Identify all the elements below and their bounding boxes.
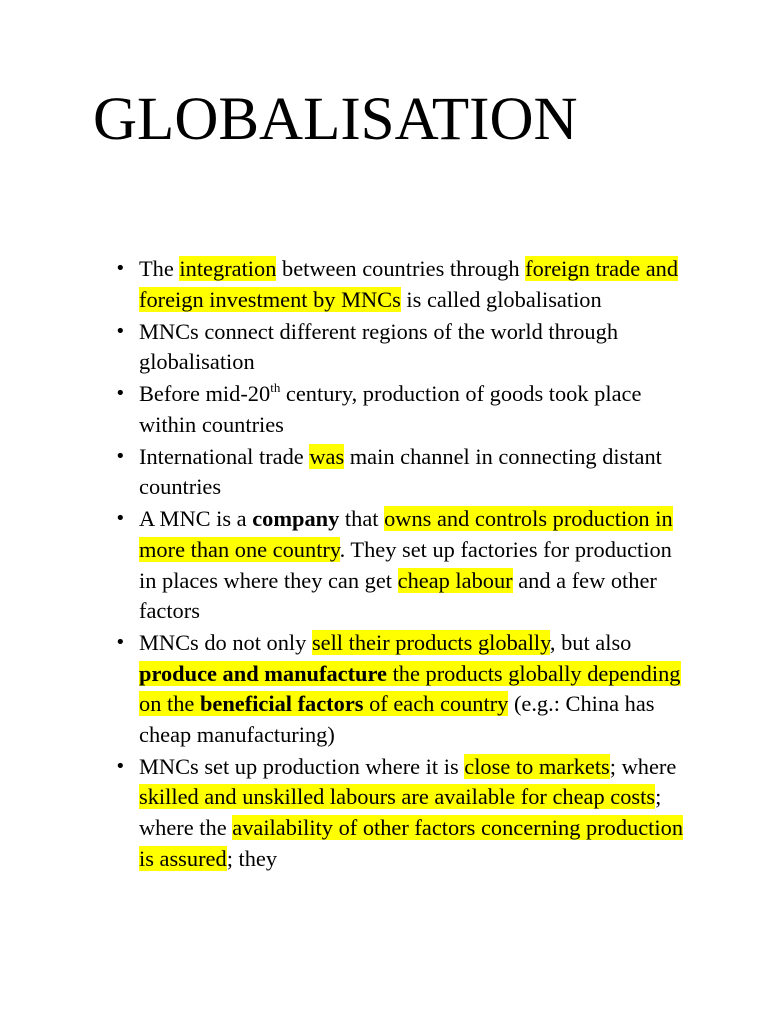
highlighted-text: availability of other factors concerning production is assured <box>139 815 684 871</box>
bullet-text: and a few other factors <box>139 567 657 624</box>
highlighted-text: integration <box>179 256 277 281</box>
bullet-text: A MNC is a <box>139 506 253 532</box>
bullet-item <box>110 442 690 503</box>
bullet-item <box>110 254 690 315</box>
highlighted-text: sell their products globally <box>311 630 550 656</box>
bullet-item <box>110 628 690 750</box>
bullet-text: ; where <box>609 753 677 779</box>
bullet-item <box>110 504 690 626</box>
bullet-text: that <box>339 506 385 532</box>
highlighted-text: produce and manufacture <box>139 660 387 686</box>
bullet-item <box>110 317 690 378</box>
bullet-text: Before mid-20 <box>139 381 271 407</box>
bullet-list <box>110 254 690 876</box>
highlighted-text: skilled and unskilled labours are available for cheap costs <box>139 784 656 810</box>
bullet-text: . They set up factories for production in places where they can get <box>139 536 672 593</box>
bullet-text: The <box>139 256 180 281</box>
bullet-text: is called globalisation <box>400 286 602 312</box>
highlighted-text: owns and controls production in more than one country <box>139 506 673 562</box>
bullet-item <box>110 752 690 874</box>
bullet-text: century, production of goods took place within countries <box>139 381 642 437</box>
bullet-text: MNCs connect different regions of the world through globalisation <box>139 318 619 375</box>
bullet-text: MNCs set up production where it is <box>139 753 465 779</box>
highlighted-text: foreign trade and foreign investment by MNCs <box>139 256 679 312</box>
bold-text: company <box>252 506 340 532</box>
bullet-item <box>110 379 690 440</box>
bullet-text: MNCs do not only <box>139 630 312 656</box>
bullet-text: main channel in connecting distant countries <box>139 443 662 500</box>
superscript-text: th <box>270 380 281 396</box>
highlighted-text: of each country <box>363 691 509 717</box>
bullet-text: ; they <box>226 845 278 871</box>
highlighted-text: beneficial factors <box>199 691 364 717</box>
document-title: GLOBALISATION <box>93 86 578 153</box>
bullet-text: International trade <box>139 443 310 469</box>
bullet-text: (e.g.: China has cheap manufacturing) <box>139 691 655 747</box>
bullet-text: ; where the <box>139 784 662 841</box>
bullet-text: between countries through <box>276 256 526 281</box>
highlighted-text: was <box>309 443 345 469</box>
highlighted-text: close to markets <box>464 753 610 779</box>
highlighted-text: cheap labour <box>397 567 513 593</box>
highlighted-text: the products globally depending on the <box>139 660 681 717</box>
bullet-text: , but also <box>549 630 632 656</box>
